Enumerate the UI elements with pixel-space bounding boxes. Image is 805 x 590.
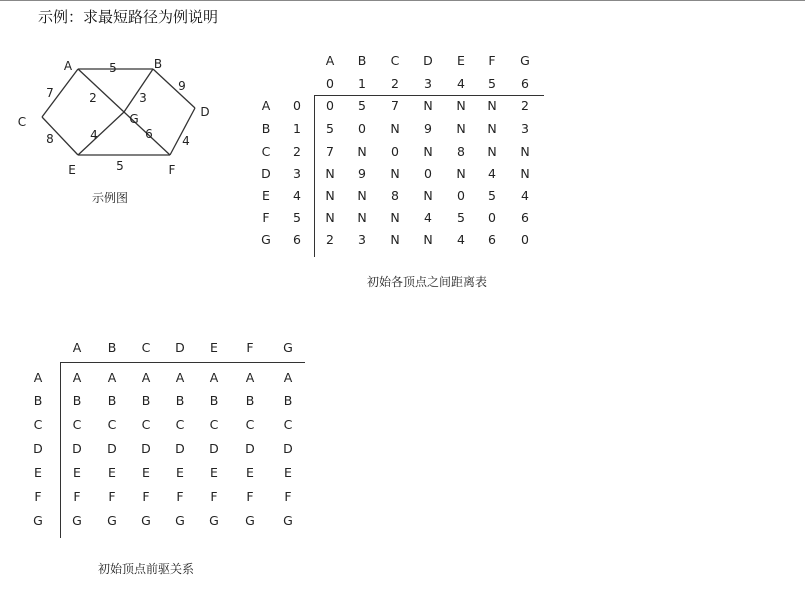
predecessor-col-letter: F (246, 340, 254, 355)
distance-row-index: 6 (293, 232, 301, 247)
example-graph (0, 40, 230, 180)
distance-cell: N (390, 232, 400, 247)
distance-row-letter: A (261, 98, 271, 113)
distance-row-index: 0 (293, 98, 301, 113)
distance-cell: 6 (488, 232, 496, 247)
distance-cell: N (487, 98, 497, 113)
predecessor-cell: A (209, 370, 219, 385)
predecessor-cell: A (245, 370, 255, 385)
predecessor-cell: F (284, 489, 292, 504)
graph-edge-a-g (78, 69, 124, 112)
distance-cell: 8 (391, 188, 399, 203)
distance-cell: 7 (326, 144, 334, 159)
predecessor-cell: G (107, 513, 117, 528)
distance-row-index: 4 (293, 188, 301, 203)
predecessor-cell: E (73, 465, 81, 480)
distance-cell: 2 (521, 98, 529, 113)
predecessor-cell: G (245, 513, 255, 528)
distance-cell: N (390, 166, 400, 181)
distance-cell: 7 (391, 98, 399, 113)
distance-col-letter: A (325, 53, 335, 68)
distance-cell: 9 (358, 166, 366, 181)
distance-cell: 9 (424, 121, 432, 136)
distance-cell: N (423, 98, 433, 113)
predecessor-cell: D (245, 441, 255, 456)
distance-cell: N (487, 121, 497, 136)
distance-cell: N (423, 144, 433, 159)
predecessor-table-caption: 初始顶点前驱关系 (98, 562, 195, 576)
predecessor-row-letter: D (33, 441, 43, 456)
top-border (0, 0, 805, 1)
distance-row-letter: F (262, 210, 270, 225)
predecessor-cell: E (210, 465, 218, 480)
distance-cell: N (423, 188, 433, 203)
predecessor-cell: E (246, 465, 254, 480)
predecessor-cell: C (283, 417, 293, 432)
distance-col-letter: G (520, 53, 530, 68)
edge-weight-label: 2 (89, 91, 97, 105)
edge-weight-label: 4 (90, 128, 98, 142)
distance-cell: 8 (457, 144, 465, 159)
predecessor-table-header-rule (60, 362, 305, 363)
predecessor-cell: G (283, 513, 293, 528)
edge-weight-label: 8 (46, 132, 54, 146)
predecessor-cell: C (245, 417, 255, 432)
distance-cell: N (487, 144, 497, 159)
page-heading: 示例：求最短路径为例说明 (38, 8, 219, 26)
edge-weight-label: 5 (109, 61, 117, 75)
distance-row-letter: E (262, 188, 270, 203)
graph-node-label-d: D (200, 105, 210, 119)
distance-cell: N (357, 144, 367, 159)
distance-cell: N (325, 210, 335, 225)
distance-row-letter: D (261, 166, 271, 181)
predecessor-cell: B (209, 393, 219, 408)
predecessor-cell: D (107, 441, 117, 456)
distance-cell: 3 (358, 232, 366, 247)
distance-cell: 6 (521, 210, 529, 225)
distance-cell: N (456, 121, 466, 136)
edge-weight-label: 5 (116, 159, 124, 173)
predecessor-cell: D (283, 441, 293, 456)
predecessor-cell: B (245, 393, 255, 408)
predecessor-cell: F (108, 489, 116, 504)
distance-cell: 5 (457, 210, 465, 225)
predecessor-col-letter: D (175, 340, 185, 355)
predecessor-cell: G (175, 513, 185, 528)
distance-cell: N (357, 210, 367, 225)
edge-weight-label: 7 (46, 86, 54, 100)
predecessor-row-letter: B (33, 393, 43, 408)
distance-cell: 0 (358, 121, 366, 136)
predecessor-cell: F (246, 489, 254, 504)
graph-node-label-b: B (153, 57, 163, 71)
distance-cell: N (423, 232, 433, 247)
distance-col-letter: C (390, 53, 400, 68)
predecessor-cell: C (72, 417, 82, 432)
edge-weight-label: 9 (178, 79, 186, 93)
predecessor-col-letter: G (283, 340, 293, 355)
graph-node-label-c: C (17, 115, 27, 129)
predecessor-cell: F (73, 489, 81, 504)
distance-cell: N (357, 188, 367, 203)
distance-row-letter: B (261, 121, 271, 136)
predecessor-cell: B (72, 393, 82, 408)
predecessor-row-letter: G (33, 513, 43, 528)
distance-row-index: 5 (293, 210, 301, 225)
distance-cell: N (390, 121, 400, 136)
graph-node-label-e: E (68, 163, 76, 177)
predecessor-col-letter: C (141, 340, 151, 355)
distance-cell: 0 (457, 188, 465, 203)
distance-cell: 4 (424, 210, 432, 225)
graph-node-label-f: F (168, 163, 176, 177)
predecessor-row-letter: A (33, 370, 43, 385)
graph-caption: 示例图 (92, 191, 129, 205)
edge-weight-label: 4 (182, 134, 190, 148)
distance-cell: N (456, 166, 466, 181)
predecessor-cell: F (210, 489, 218, 504)
distance-cell: 3 (521, 121, 529, 136)
distance-col-letter: E (457, 53, 465, 68)
predecessor-cell: C (141, 417, 151, 432)
distance-cell: N (325, 188, 335, 203)
distance-cell: 0 (488, 210, 496, 225)
predecessor-cell: D (175, 441, 185, 456)
distance-table-caption: 初始各顶点之间距离表 (367, 275, 488, 289)
distance-cell: N (456, 98, 466, 113)
predecessor-cell: F (142, 489, 150, 504)
predecessor-row-letter: C (33, 417, 43, 432)
graph-edge-e-g (78, 112, 124, 155)
distance-cell: 0 (424, 166, 432, 181)
distance-cell: 2 (326, 232, 334, 247)
predecessor-cell: B (175, 393, 185, 408)
distance-col-index: 1 (358, 76, 366, 91)
distance-col-index: 0 (326, 76, 334, 91)
predecessor-col-letter: E (210, 340, 218, 355)
distance-cell: N (325, 166, 335, 181)
distance-col-letter: D (423, 53, 433, 68)
edge-weight-label: 3 (139, 91, 147, 105)
distance-col-index: 5 (488, 76, 496, 91)
predecessor-cell: B (283, 393, 293, 408)
distance-col-index: 2 (391, 76, 399, 91)
distance-cell: 5 (358, 98, 366, 113)
distance-cell: 0 (391, 144, 399, 159)
predecessor-cell: C (107, 417, 117, 432)
distance-col-index: 4 (457, 76, 465, 91)
edge-weight-label: 6 (145, 127, 153, 141)
predecessor-row-letter: E (34, 465, 42, 480)
distance-row-index: 2 (293, 144, 301, 159)
distance-table-side-rule (314, 95, 315, 257)
predecessor-cell: G (72, 513, 82, 528)
distance-row-letter: G (261, 232, 271, 247)
predecessor-table-side-rule (60, 362, 61, 538)
distance-col-letter: F (488, 53, 496, 68)
predecessor-cell: G (141, 513, 151, 528)
predecessor-col-letter: B (107, 340, 117, 355)
predecessor-cell: E (176, 465, 184, 480)
distance-cell: N (520, 166, 530, 181)
predecessor-cell: G (209, 513, 219, 528)
distance-cell: 0 (521, 232, 529, 247)
distance-row-letter: C (261, 144, 271, 159)
distance-col-index: 3 (424, 76, 432, 91)
predecessor-cell: A (107, 370, 117, 385)
graph-node-label-g: G (129, 112, 139, 126)
predecessor-cell: A (72, 370, 82, 385)
predecessor-cell: B (141, 393, 151, 408)
predecessor-cell: B (107, 393, 117, 408)
graph-edge-b-d (153, 69, 195, 108)
distance-cell: 4 (488, 166, 496, 181)
graph-node-label-a: A (63, 59, 73, 73)
distance-table-header-rule (314, 95, 544, 96)
predecessor-cell: C (209, 417, 219, 432)
predecessor-cell: E (142, 465, 150, 480)
predecessor-cell: A (283, 370, 293, 385)
distance-col-index: 6 (521, 76, 529, 91)
predecessor-cell: E (284, 465, 292, 480)
distance-cell: N (520, 144, 530, 159)
predecessor-cell: D (72, 441, 82, 456)
distance-cell: 0 (326, 98, 334, 113)
predecessor-cell: D (141, 441, 151, 456)
distance-cell: 4 (457, 232, 465, 247)
predecessor-row-letter: F (34, 489, 42, 504)
predecessor-cell: E (108, 465, 116, 480)
distance-col-letter: B (357, 53, 367, 68)
predecessor-cell: D (209, 441, 219, 456)
predecessor-col-letter: A (72, 340, 82, 355)
distance-cell: 4 (521, 188, 529, 203)
predecessor-cell: C (175, 417, 185, 432)
distance-cell: N (390, 210, 400, 225)
distance-cell: 5 (488, 188, 496, 203)
distance-row-index: 1 (293, 121, 301, 136)
predecessor-cell: A (175, 370, 185, 385)
predecessor-cell: A (141, 370, 151, 385)
distance-cell: 5 (326, 121, 334, 136)
distance-row-index: 3 (293, 166, 301, 181)
predecessor-cell: F (176, 489, 184, 504)
